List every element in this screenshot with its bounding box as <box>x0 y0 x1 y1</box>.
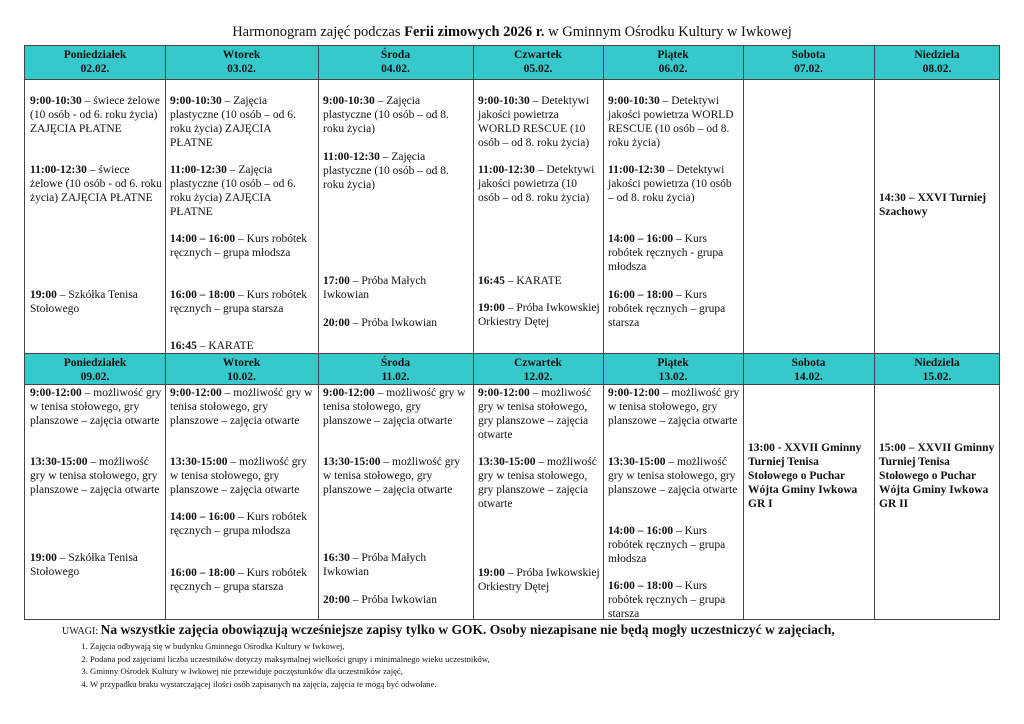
note-item: 1. Zajęcia odbywają się w budynku Gminnego Ośrodka Kultury w Iwkowej, <box>90 640 835 653</box>
notes-section: UWAGI: Na wszystkie zajęcia obowiązują wcześniejsze zapisy tylko w GOK. Osoby niezapisane nie będą mogły uczestniczyć w zajęciach, 1. Zajęcia odbywają się w budynku Gminnego Ośrodka Kultury w Iwkowej, 2. Podana pod zajęciami liczba uczestników dotyczy maksymalnej wielkości grupy i minimalnego wieku uczestników, 3. Gminny Ośrodek Kultury w Iwkowej nie przewiduje poczęstunków dla uczestników zajęć, 4. W przypadku braku wystarczającej ilości osób zapisanych na zajęcia, zajęcia te mogą być odwołane. <box>62 622 835 690</box>
column-divider <box>743 354 744 384</box>
entry-text: – możliwość gry w tenisa stołowego, gry planszowe – zajęcia otwarte <box>30 387 162 427</box>
day-cell <box>165 80 318 353</box>
schedule-entry <box>170 232 315 260</box>
day-header <box>318 46 473 79</box>
column-divider <box>603 80 604 353</box>
column-divider <box>473 354 474 384</box>
column-divider <box>603 385 604 620</box>
day-cell <box>318 80 473 353</box>
entry-time: 16:00 – 18:00 <box>170 289 236 301</box>
day-name: Sobota <box>791 357 826 369</box>
entry-text: – Zajęcia plastyczne (10 osób – od 6. roku życia) ZAJĘCIA PŁATNE <box>170 164 296 218</box>
column-divider <box>318 46 319 79</box>
day-name: Czwartek <box>514 49 562 61</box>
entry-time: 9:00-12:00 <box>478 387 530 399</box>
day-date: 12.02. <box>523 371 553 383</box>
week-header-row <box>25 46 999 80</box>
entry-text: – możliwość gry w tenisa stołowego, gry planszowe – zajęcia otwarte <box>170 387 313 427</box>
column-divider <box>743 385 744 620</box>
day-date: 03.02. <box>227 63 256 75</box>
schedule-entry <box>608 579 740 621</box>
entry-text: – możliwość gry w tenisa stołowego, gry planszowe – zajęcia otwarte <box>323 387 466 427</box>
day-name: Poniedziałek <box>63 357 127 369</box>
entry-text: – świece żelowe (10 osób - od 6. roku życia) ZAJĘCIA PŁATNE <box>30 95 160 135</box>
entry-text: – Kurs robótek ręcznych – grupa starsza <box>170 567 308 593</box>
week-body-row <box>25 80 999 353</box>
notes-list <box>90 640 835 690</box>
entry-time: 16:00 – 18:00 <box>608 580 674 592</box>
day-cell <box>25 80 165 353</box>
day-header <box>25 46 165 79</box>
schedule-entry <box>879 191 997 219</box>
day-date: 05.02. <box>523 63 553 75</box>
entry-time: 16:45 <box>478 275 505 287</box>
schedule-entry <box>170 510 315 538</box>
day-cell <box>25 385 165 620</box>
entry-time: 11:00-12:30 <box>170 164 227 176</box>
day-name: Wtorek <box>222 357 261 369</box>
entry-time: 9:00-10:30 <box>478 95 530 107</box>
entry-text: – możliwość gry w tenisa stołowego, gry planszowe – zajęcia otwarte <box>30 456 160 496</box>
entry-time: 14:00 – 16:00 <box>170 511 236 523</box>
column-divider <box>874 354 875 384</box>
schedule-entry <box>608 455 740 497</box>
day-header <box>473 46 603 79</box>
entry-time: 9:00-10:30 <box>170 95 222 107</box>
entry-text: – Próba Małych Iwkowian <box>323 552 427 578</box>
entry-text: – Próba Iwkowian <box>349 317 438 329</box>
schedule-entry <box>170 386 315 428</box>
schedule-entry <box>323 593 470 607</box>
entry-text: – Kurs robótek ręcznych – grupa młodsza <box>608 525 726 565</box>
entry-time: 9:00-12:00 <box>170 387 222 399</box>
entry-text: – możliwość gry w tenisa stołowego, gry planszowe – zajęcia otwarte <box>608 456 738 496</box>
entry-text: – Kurs robótek ręcznych – grupa starsza <box>608 580 726 620</box>
schedule-entry <box>30 94 162 136</box>
schedule-entry <box>170 339 315 353</box>
day-date: 15.02. <box>922 371 952 383</box>
entry-time: 9:00-10:30 <box>323 95 375 107</box>
entry-text: – Próba Małych Iwkowian <box>323 275 427 301</box>
entry-text: – Detektywi jakości powietrza WORLD RESCUE (10 osób – od 8. roku życia) <box>478 95 590 149</box>
column-divider <box>165 385 166 620</box>
entry-text: 15:00 – XXVII Gminny Turniej Tenisa Stołowego o Puchar Wójta Gminy Iwkowa GR II <box>879 442 995 510</box>
entry-time: 13:30-15:00 <box>323 456 381 468</box>
entry-time: 19:00 <box>30 552 57 564</box>
entry-time: 13:30-15:00 <box>478 456 536 468</box>
day-name: Środa <box>380 357 411 369</box>
column-divider <box>318 385 319 620</box>
day-cell <box>874 385 1000 620</box>
day-cell <box>603 385 743 620</box>
entry-time: 11:00-12:30 <box>30 164 87 176</box>
day-name: Czwartek <box>514 357 562 369</box>
schedule-entry <box>608 232 740 274</box>
day-cell <box>318 385 473 620</box>
schedule-entry <box>608 94 740 150</box>
column-divider <box>165 354 166 384</box>
schedule-entry <box>608 524 740 566</box>
schedule-entry <box>478 455 600 511</box>
entry-time: 19:00 <box>30 289 57 301</box>
schedule-entry <box>170 94 315 150</box>
day-header <box>473 354 603 384</box>
day-cell <box>473 385 603 620</box>
entry-time: 9:00-12:00 <box>30 387 82 399</box>
schedule-entry <box>170 163 315 219</box>
entry-text: – możliwość gry w tenisa stołowego, gry planszowe – zajęcia otwarte <box>478 456 597 510</box>
column-divider <box>743 80 744 353</box>
column-divider <box>874 385 875 620</box>
entry-text: – Szkółka Tenisa Stołowego <box>30 552 138 578</box>
entry-text: – Kurs robótek ręcznych – grupa młodsza <box>170 233 308 259</box>
schedule-entry <box>478 274 600 288</box>
entry-text: – Próba Iwkowian <box>349 594 438 606</box>
entry-time: 11:00-12:30 <box>323 151 380 163</box>
day-name: Niedziela <box>914 49 960 61</box>
schedule-entry <box>323 551 470 579</box>
day-header <box>743 354 874 384</box>
column-divider <box>473 46 474 79</box>
entry-time: 9:00-12:00 <box>323 387 375 399</box>
entry-text: – Detektywi jakości powietrza (10 osób – od 8. roku życia) <box>478 164 595 204</box>
column-divider <box>603 46 604 79</box>
entry-text: 14:30 – XXVI Turniej Szachowy <box>879 192 987 218</box>
column-divider <box>874 80 875 353</box>
day-date: 09.02. <box>80 371 110 383</box>
entry-text: – Kurs robótek ręcznych – grupa starsza <box>608 289 726 329</box>
column-divider <box>473 385 474 620</box>
entry-time: 13:30-15:00 <box>170 456 228 468</box>
schedule-entry <box>879 441 997 511</box>
day-date: 04.02. <box>381 63 410 75</box>
entry-time: 9:00-12:00 <box>608 387 660 399</box>
schedule-entry <box>30 288 162 316</box>
schedule-entry <box>170 455 315 497</box>
schedule-entry <box>748 441 871 511</box>
schedule-entry <box>323 274 470 302</box>
column-divider <box>874 46 875 79</box>
schedule-entry <box>608 288 740 330</box>
day-header <box>874 354 1000 384</box>
day-header <box>603 354 743 384</box>
entry-text: – Kurs robótek ręcznych – grupa młodsza <box>170 511 308 537</box>
entry-text: – Próba Iwkowskiej Orkiestry Dętej <box>478 302 600 328</box>
entry-text: – Szkółka Tenisa Stołowego <box>30 289 138 315</box>
entry-text: 13:00 - XXVII Gminny Turniej Tenisa Stołowego o Puchar Wójta Gminy Iwkowa GR I <box>748 442 862 510</box>
day-date: 13.02. <box>658 371 688 383</box>
day-name: Niedziela <box>914 357 960 369</box>
day-name: Środa <box>380 49 411 61</box>
week-body-row <box>25 385 999 620</box>
schedule-entry <box>30 386 162 428</box>
entry-time: 16:45 <box>170 340 197 352</box>
day-header <box>743 46 874 79</box>
day-name: Poniedziałek <box>63 49 127 61</box>
column-divider <box>165 80 166 353</box>
column-divider <box>603 354 604 384</box>
day-header <box>165 354 318 384</box>
day-date: 06.02. <box>658 63 688 75</box>
note-item: 2. Podana pod zajęciami liczba uczestników dotyczy maksymalnej wielkości grupy i minimalnego wieku uczestników, <box>90 653 835 666</box>
day-cell <box>165 385 318 620</box>
entry-text: – Detektywi jakości powietrza (10 osób – od 8. roku życia) <box>608 164 732 204</box>
schedule-entry <box>323 386 470 428</box>
entry-text: – KARATE <box>196 340 254 352</box>
entry-text: – Próba Iwkowskiej Orkiestry Dętej <box>478 567 600 593</box>
entry-text: – możliwość gry w tenisa stołowego, gry planszowe – zajęcia otwarte <box>608 387 740 427</box>
entry-time: 14:00 – 16:00 <box>608 525 674 537</box>
column-divider <box>318 80 319 353</box>
day-date: 02.02. <box>80 63 110 75</box>
entry-text: – świece żelowe (10 osób - od 6. roku życia) ZAJĘCIA PŁATNE <box>30 164 162 204</box>
schedule-entry <box>30 551 162 579</box>
day-cell <box>743 385 874 620</box>
column-divider <box>743 46 744 79</box>
day-date: 14.02. <box>794 371 823 383</box>
day-date: 10.02. <box>227 371 256 383</box>
entry-text: – Kurs robótek ręcznych – grupa starsza <box>170 289 308 315</box>
day-cell <box>473 80 603 353</box>
entry-time: 11:00-12:30 <box>608 164 665 176</box>
day-header <box>25 354 165 384</box>
day-name: Sobota <box>791 49 826 61</box>
schedule-entry <box>30 163 162 205</box>
note-item: 3. Gminny Ośrodek Kultury w Iwkowej nie przewiduje poczęstunków dla uczestników zajęć, <box>90 665 835 678</box>
column-divider <box>318 354 319 384</box>
column-divider <box>165 46 166 79</box>
schedule-entry <box>323 94 470 136</box>
entry-text: – możliwość gry w tenisa stołowego, gry planszowe – zajęcia otwarte <box>323 456 461 496</box>
entry-time: 16:30 <box>323 552 350 564</box>
entry-time: 14:00 – 16:00 <box>170 233 236 245</box>
entry-time: 20:00 <box>323 594 350 606</box>
entry-time: 19:00 <box>478 567 505 579</box>
schedule-entry <box>608 163 740 205</box>
entry-time: 13:30-15:00 <box>608 456 666 468</box>
schedule-entry <box>608 386 740 428</box>
day-cell <box>603 80 743 353</box>
day-header <box>318 354 473 384</box>
entry-text: – Zajęcia plastyczne (10 osób – od 8. roku życia) <box>323 151 449 191</box>
day-cell <box>743 80 874 353</box>
entry-text: – możliwość gry w tenisa stołowego, gry planszowe – zajęcia otwarte <box>478 387 592 441</box>
entry-time: 20:00 <box>323 317 350 329</box>
day-header <box>165 46 318 79</box>
schedule-entry <box>323 150 470 192</box>
schedule-table <box>24 45 1000 620</box>
entry-text: – KARATE <box>504 275 562 287</box>
schedule-entry <box>478 386 600 442</box>
day-date: 11.02. <box>381 371 410 383</box>
entry-time: 14:00 – 16:00 <box>608 233 674 245</box>
notes-main: Na wszystkie zajęcia obowiązują wcześniejsze zapisy tylko w GOK. Osoby niezapisane nie będą mogły uczestniczyć w zajęciach <box>100 622 832 637</box>
week-header-row <box>25 353 999 385</box>
schedule-entry <box>478 301 600 329</box>
entry-time: 11:00-12:30 <box>478 164 535 176</box>
schedule-entry <box>478 566 600 594</box>
entry-text: – Kurs robótek ręcznych - grupa młodsza <box>608 233 724 273</box>
schedule-entry <box>323 316 470 330</box>
schedule-entry <box>323 455 470 497</box>
day-name: Piątek <box>657 49 689 61</box>
schedule-entry <box>30 455 162 497</box>
entry-time: 16:00 – 18:00 <box>170 567 236 579</box>
day-name: Piątek <box>657 357 689 369</box>
entry-time: 13:30-15:00 <box>30 456 88 468</box>
entry-time: 9:00-10:30 <box>30 95 82 107</box>
day-name: Wtorek <box>222 49 261 61</box>
schedule-entry <box>170 566 315 594</box>
entry-time: 16:00 – 18:00 <box>608 289 674 301</box>
schedule-entry <box>478 94 600 150</box>
entry-text: – Zajęcia plastyczne (10 osób – od 8. roku życia) <box>323 95 449 135</box>
day-date: 07.02. <box>794 63 823 75</box>
entry-text: – możliwość gry w tenisa stołowego, gry planszowe – zajęcia otwarte <box>170 456 308 496</box>
entry-text: – Zajęcia plastyczne (10 osób – od 6. roku życia) ZAJĘCIA PŁATNE <box>170 95 296 149</box>
entry-time: 9:00-10:30 <box>608 95 660 107</box>
day-date: 08.02. <box>922 63 952 75</box>
notes-label: UWAGI: <box>62 626 101 637</box>
entry-text: – Detektywi jakości powietrza WORLD RESCUE (10 osób – od 8. roku życia) <box>608 95 734 149</box>
entry-time: 19:00 <box>478 302 505 314</box>
entry-time: 17:00 <box>323 275 350 287</box>
day-header <box>603 46 743 79</box>
schedule-entry <box>478 163 600 205</box>
schedule-entry <box>170 288 315 316</box>
document-title: Harmonogram zajęć podczas Ferii zimowych 2026 r. w Gminnym Ośrodku Kultury w Iwkowej <box>232 24 792 40</box>
note-item: 4. W przypadku braku wystarczającej ilości osób zapisanych na zajęcia, zajęcia te mogą być odwołane. <box>90 678 835 691</box>
day-header <box>874 46 1000 79</box>
day-cell <box>874 80 1000 353</box>
column-divider <box>473 80 474 353</box>
